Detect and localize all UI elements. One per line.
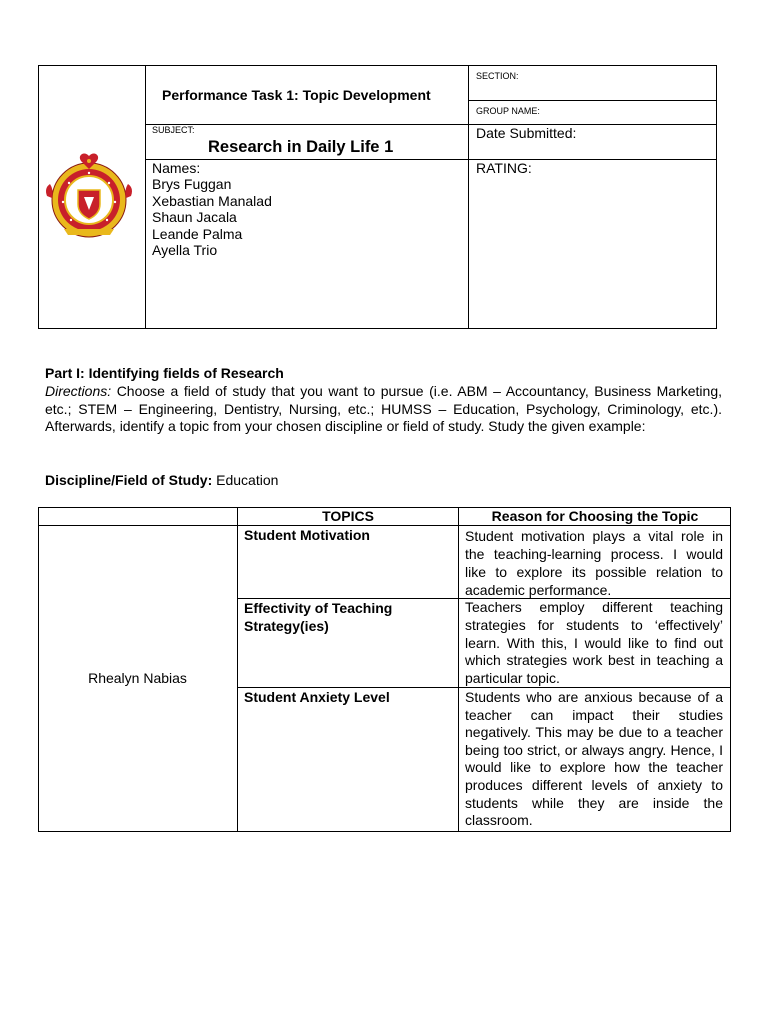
table-row-topic: Student Anxiety Level [244,689,390,705]
subject-label: SUBJECT: [152,125,195,135]
discipline-label: Discipline/Field of Study: [45,472,213,488]
table-person-name: Rhealyn Nabias [88,670,187,686]
table-row-topic: Student Motivation [244,527,370,543]
header-divider-logo [145,65,146,329]
table-col-divider-1 [237,507,238,832]
list-item: Leande Palma [152,225,243,242]
list-item: Ayella Trio [152,242,218,258]
header-divider-subject [145,124,717,125]
list-item: Shaun Jacala [152,209,237,225]
header-divider-right [468,65,469,329]
table-row-reason: Students who are anxious because of a teacher can impact their studies negatively. This may be due to a teacher being too strict, or always angry. Hence, I would like to explore how the teacher produces different levels of anxiety to students while they are inside the classroom. [465,689,723,829]
discipline-value: Education [212,472,279,488]
subject-value: Research in Daily Life 1 [208,138,394,156]
list-item: Xebastian Manalad [152,192,272,209]
directions-text: Choose a field of study that you want to pursue (i.e. ABM – Accountancy, Business Marketing, etc.; STEM – Engineering, Dentistry, Nursing, etc.; HUMSS – Education, Psychology, Criminology, etc.). Afterwards, identify a topic from your chosen discipline or field of study. Study the given example: [45,383,722,434]
header-divider-section [468,100,717,101]
table-header-topics: TOPICS [322,508,374,524]
date-submitted-label: Date Submitted: [476,125,577,141]
list-item: Brys Fuggan [152,176,232,192]
part1-heading: Part I: Identifying fields of Research [45,365,284,381]
task-title: Performance Task 1: Topic Development [162,87,431,103]
section-label: SECTION: [476,71,519,81]
header-divider-names [145,159,717,160]
discipline-line [45,472,278,489]
table-header-reason: Reason for Choosing the Topic [491,508,699,524]
table-row-reason: Student motivation plays a vital role in the teaching-learning process. I would like to explore its possible relation to academic performance. [465,528,723,598]
table-row-topic: Effectivity of Teaching Strategy(ies) [244,600,393,634]
group-name-field[interactable] [560,104,710,120]
table-row-reason: Teachers employ different teaching strategies for students to ‘effectively’ learn. With this, I would like to find out which strategies work best in teaching a particular topic. [465,599,723,687]
directions-label: Directions: [45,383,112,399]
section-field[interactable] [476,82,712,98]
table-header-divider [38,525,731,526]
names-label: Names: [152,160,201,176]
school-seal-icon [44,150,134,242]
rating-label: RATING: [476,160,532,176]
part1-directions [45,383,722,436]
group-name-label: GROUP NAME: [476,106,540,116]
names-list [152,176,452,259]
table-col-divider-2 [458,507,459,832]
